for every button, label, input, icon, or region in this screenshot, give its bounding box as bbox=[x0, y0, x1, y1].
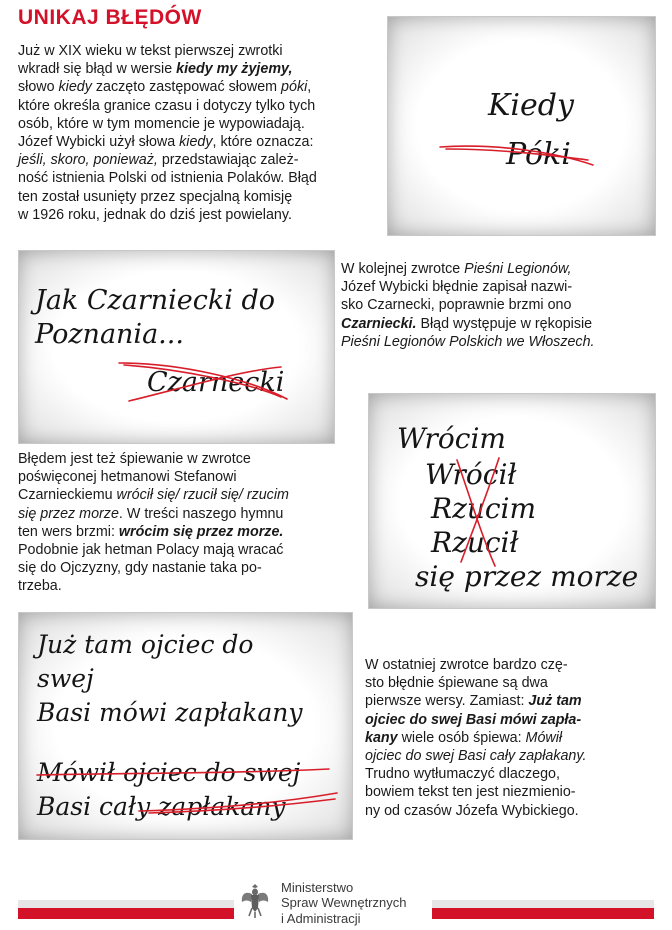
illustration-juz-tam-ojciec bbox=[18, 612, 353, 840]
text-line: W ostatniej zwrotce bardzo czę- bbox=[365, 657, 568, 673]
text-line: Podobnie jak hetman Polacy mają wracać bbox=[18, 542, 284, 559]
footer-band-right-gray bbox=[432, 900, 654, 908]
lyric-line: Już tam ojciec do bbox=[37, 630, 254, 659]
text-line: się przez morze. W treści naszego hymnu bbox=[18, 505, 284, 522]
illustration-kiedy-poki bbox=[387, 16, 656, 236]
text-line: Pieśni Legionów Polskich we Włoszech. bbox=[341, 333, 595, 350]
polish-eagle-emblem-icon bbox=[240, 880, 270, 920]
text-line: ten został usunięty przez specjalną komisję bbox=[18, 188, 293, 205]
lyric-line: swej bbox=[37, 664, 94, 693]
lyric-line: Basi mówi zapłakany bbox=[37, 698, 303, 727]
text-line: ten wers brzmi: wrócim się przez morze. bbox=[18, 523, 284, 540]
text-line: Trudno wytłumaczyć dlaczego, bbox=[365, 766, 560, 783]
page-title: UNIKAJ BŁĘDÓW bbox=[18, 6, 202, 29]
text-line: pierwsze wersy. Zamiast: Już tam bbox=[365, 693, 582, 710]
text-line: ojciec do swej Basi cały zapłakany. bbox=[365, 748, 587, 765]
text-line: Błędem jest też śpiewanie w zwrotce bbox=[18, 451, 251, 467]
correct-word: Wrócim bbox=[397, 422, 506, 455]
text-line: jeśli, skoro, ponieważ, przedstawiając zależ- bbox=[18, 152, 299, 169]
correct-word: Kiedy bbox=[488, 88, 574, 123]
text-line: poświęconej hetmanowi Stefanowi bbox=[18, 469, 237, 486]
footer-band-left-red bbox=[18, 908, 234, 919]
text-line: Już w XIX wieku w tekst pierwszej zwrotki bbox=[18, 43, 283, 59]
wrong-word: Czarnecki bbox=[147, 367, 285, 398]
text-line: wkradł się błąd w wersie kiedy my żyjemy, bbox=[18, 61, 293, 78]
lyric-line: Poznania... bbox=[35, 319, 184, 350]
text-line: trzeba. bbox=[18, 578, 62, 595]
text-line: Czarniecki. Błąd występuje w rękopisie bbox=[341, 315, 593, 332]
paragraph-czarniecki bbox=[341, 260, 656, 351]
illustration-czarniecki bbox=[18, 250, 335, 444]
wrong-word: Rzucił bbox=[431, 526, 519, 559]
illustration-wrocim bbox=[368, 393, 656, 609]
text-line: w 1926 roku, jednak do dziś jest powielany. bbox=[18, 206, 292, 223]
text-line: Czarnieckiemu wrócił się/ rzucił się/ rzucim bbox=[18, 487, 289, 504]
text-line: ny od czasów Józefa Wybickiego. bbox=[365, 802, 579, 819]
lyric-line: Jak Czarniecki do bbox=[35, 285, 275, 316]
text-line: osób, które w tym momencie je wypowiadają. bbox=[18, 115, 305, 132]
paragraph-juz-tam-ojciec bbox=[365, 656, 655, 820]
text-line: Józef Wybicki użył słowa kiedy, które oznacza: bbox=[18, 134, 314, 151]
text-line: ność istnienia Polski od istnienia Polaków. Błąd bbox=[18, 170, 317, 187]
ministry-name bbox=[281, 880, 406, 926]
text-line: kany wiele osób śpiewa: Mówił bbox=[365, 729, 563, 746]
wrong-word: Rzucim bbox=[431, 492, 537, 525]
wrong-word: Basi cały zapłakany bbox=[37, 792, 286, 821]
text-line: bowiem tekst ten jest niezmienio- bbox=[365, 784, 576, 801]
wrong-word: Wrócił bbox=[425, 458, 517, 491]
footer-band-right-red bbox=[432, 908, 654, 919]
text-line: sko Czarnecki, poprawnie brzmi ono bbox=[341, 297, 572, 314]
text-line: sto błędnie śpiewane są dwa bbox=[365, 675, 548, 692]
text-line: które określa granice czasu i dotyczy tylko tych bbox=[18, 97, 316, 114]
footer-band-left-gray bbox=[18, 900, 234, 908]
ministry-line: Ministerstwo bbox=[281, 880, 354, 895]
ministry-line: i Administracji bbox=[281, 910, 361, 926]
paragraph-wrocim bbox=[18, 450, 358, 596]
paragraph-first-verse bbox=[18, 42, 376, 224]
wrong-word: Póki bbox=[506, 137, 571, 172]
wrong-word: Mówił ojciec do swej bbox=[37, 758, 301, 787]
text-line: ojciec do swej Basi mówi zapła- bbox=[365, 711, 582, 728]
text-line: Józef Wybicki błędnie zapisał nazwi- bbox=[341, 279, 573, 296]
text-line: W kolejnej zwrotce Pieśni Legionów, bbox=[341, 261, 572, 277]
text-line: się do Ojczyzny, gdy nastanie taka po- bbox=[18, 560, 262, 577]
ministry-line: Spraw Wewnętrznych bbox=[281, 895, 407, 911]
lyric-line: się przez morze bbox=[415, 560, 639, 593]
text-line: słowo kiedy zaczęto zastępować słowem póki, bbox=[18, 79, 312, 96]
